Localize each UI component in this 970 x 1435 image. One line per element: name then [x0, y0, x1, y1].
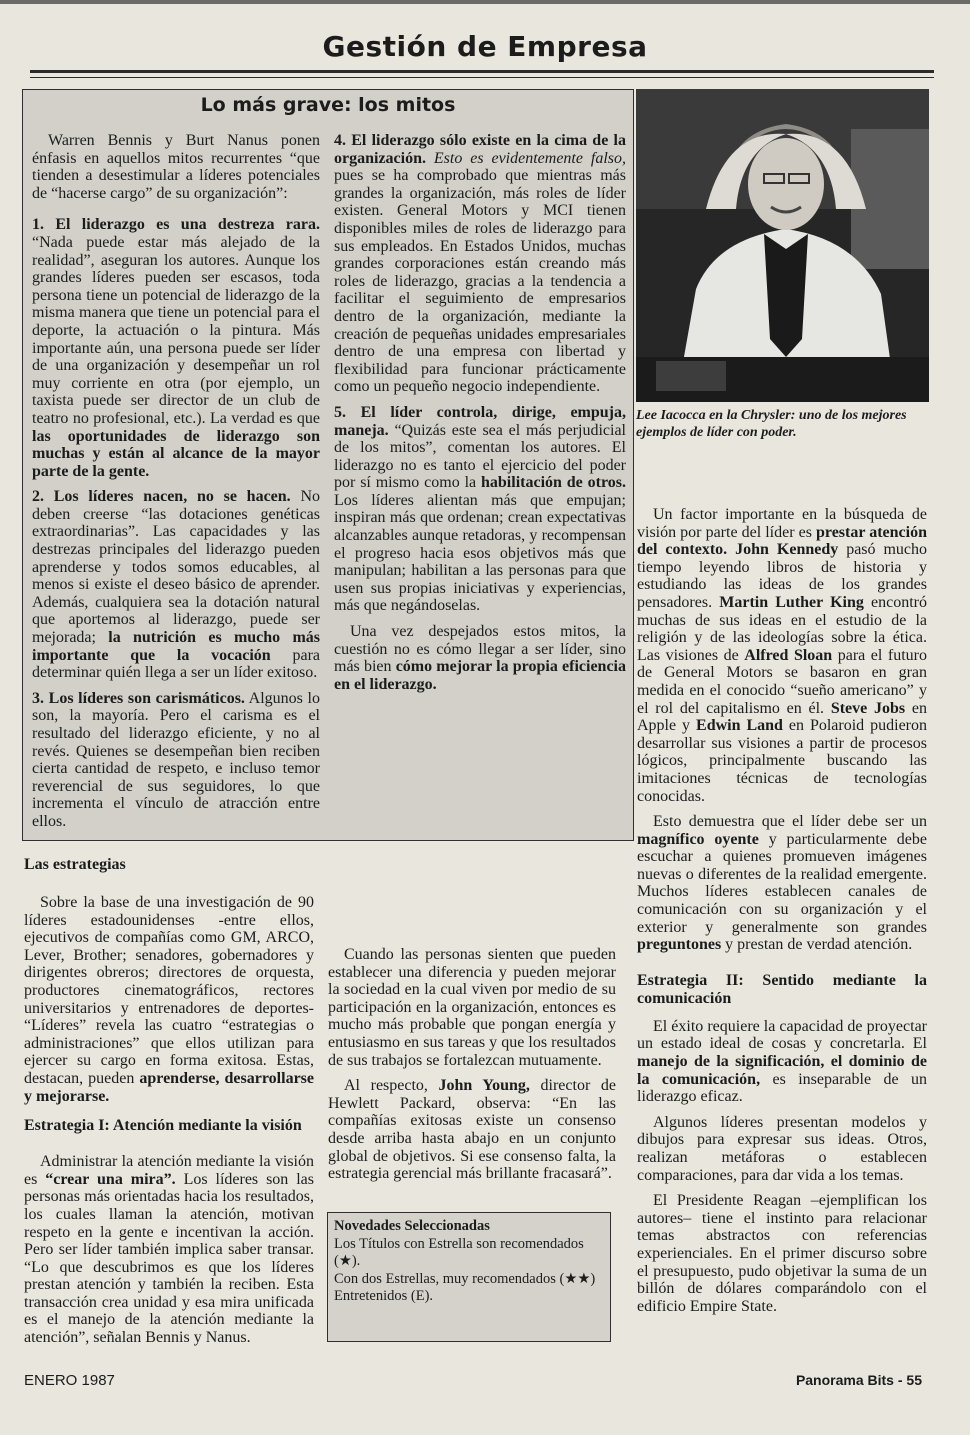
myths-column-left — [32, 132, 320, 839]
paragraph-reagan: El Presidente Reagan –ejemplifican los autores– tiene el instinto para relacionar temas abstractos con referencias experienciales. En el primer discurso sobre el presupuesto, pudo objetivar la suma de un billón de dólares comparándolo con el edificio Empire State. — [637, 1192, 927, 1315]
paragraph-strategies: Sobre la base de una investigación de 90 líderes estadounidenses -entre ellos, ejecutivos de compañías como GM, ARCO, Lever, Brother; senadores, gobernadores y dirigentes obreros; directores de orquesta, productores cinematográficos, rectores universitarios y entrenadores de deportes- “Líderes” revela las cuatro “estrategias o administraciones” que ellos utilizan para ejercer su cargo en forma exitosa. Estas, destacan, pueden aprenderse, desarrollarse y mejorarse. — [24, 894, 314, 1105]
heading-strategy-1: Estrategia I: Atención mediante la visión — [24, 1117, 302, 1135]
myth-4: 4. El liderazgo sólo existe en la cima de la organización. Esto es evidentemente falso, pues se ha comprobado que mientras más grandes la organización, más roles de líder existen. General Motors y MCI tienen disponibles miles de roles de liderazgo para sus empleados. En Estados Unidos, muchas grandes corporaciones están creando más roles de liderazgo, gracias a la tendencia a facilitar el seguimiento de empresarios dentro de la organización, mediante la creación de pequeñas unidades empresariales dentro de una empresa con libertad y flexibilidad para funcionar prácticamente como un pequeño negocio independiente. — [334, 132, 626, 396]
article-column-2 — [328, 856, 616, 1191]
article-column-3 — [637, 466, 927, 1323]
myth-4-heading: 4. El liderazgo sólo existe en la cima de la organización. — [334, 132, 626, 167]
paragraph-context: Un factor importante en la búsqueda de visión por parte del líder es prestar atención del contexto. John Kennedy pasó mucho tiempo leyendo libros de historia y estudiando las ideas de los grandes pensadores. Martin Luther King encontró muchas de sus ideas en el estudio de la religión y de las ideologías sobre la ética. Las visiones de Alfred Sloan para el futuro de General Motors se basaron en gran medida en el conocido “sueño americano” y el rol del capitalismo en él. Steve Jobs en Apple y Edwin Land en Polaroid pudieron desarrollar sus visiones a partir de procesos lógicos, principalmente buscando las imitaciones técnicas de tecnologías conocidas. — [637, 506, 928, 805]
top-edge-rule — [0, 0, 970, 4]
paragraph-attention: Administrar la atención mediante la visión es “crear una mira”. Los líderes son las personas más orientadas hacia los resultados, los cuales llaman la atención, motivan respeto en la gente e incentivan la acción. Pero ser líder también implica saber transar. “Lo que descubrimos es que los líderes prestan atención y también la reciben. Esta transacción crea unidad y esa mira unificada es el manejo de la atención mediante la atención”, señalan Bennis y Nanus. — [24, 1153, 315, 1347]
two-star-note: Con dos Estrellas, muy recomendados (★★) — [334, 1270, 596, 1287]
entertaining-note: Entretenidos (E). — [334, 1288, 434, 1304]
myth-5: 5. El líder controla, dirige, empuja, maneja. “Quizás este sea el más perjudicial de los mitos”, comentan los autores. El liderazgo no es tanto el ejercicio del poder por sí mismo como la habilitación de otros. Los líderes alientan más que empujan; inspiran más que ordenan; crean expectativas alcanzables aunque retadoras, y recompensan el progreso hacia esos objetivos más que manipulan; habilitan a las personas para que usen sus propias iniciativas y experiencias, más que negándoselas. — [334, 403, 627, 615]
myths-intro: Warren Bennis y Burt Nanus ponen énfasis en aquellos mitos recurrentes “que tienden a desestimular a líderes potenciales de “hacerse cargo” de su organización”: — [32, 132, 320, 202]
title-rule-thick — [30, 70, 934, 73]
footer-page-number: Panorama Bits - 55 — [795, 1372, 922, 1388]
paragraph-communication: El éxito requiere la capacidad de proyectar un estado ideal de cosas y concretarla. El manejo de la significación, el dominio de la comunicación, es inseparable de un liderazgo eficaz. — [637, 1017, 927, 1106]
paragraph-listener: Esto demuestra que el líder debe ser un magnífico oyente y particularmente debe escuchar a quienes promueven imágenes nuevas o diferentes de la realidad emergente. Muchos líderes establecen canales de comunicación con su organización y el exterior y generalmente son grandes preguntones y prestan de verdad atención. — [637, 813, 928, 954]
new-releases-title: Novedades Seleccionadas — [334, 1218, 490, 1234]
article-column-1 — [24, 856, 314, 1355]
iacocca-photo — [636, 89, 929, 402]
heading-strategy-2: Estrategia II: Sentido mediante la comunicación — [637, 971, 927, 1007]
myth-2: 2. Los líderes nacen, no se hacen. No deben creerse “las dotaciones genéticas extraordinarias”. Las capacidades y las destrezas principales del liderazgo pueden aprenderse y todos somos educables, al menos si existe el deseo básico de aprender. Además, cualquiera sea la dotación natural que aportemos al liderazgo, puede ser mejorada; la nutrición es mucho más importante que la vocación para determinar quién llega a ser un líder exitoso. — [32, 488, 321, 682]
myths-sidebar-title: Lo más grave: los mitos — [200, 94, 456, 116]
paragraph-models: Algunos líderes presentan modelos y dibujos para expresar sus ideas. Otros, realizan metáforas o establecen comparaciones, para dar vida a los temas. — [637, 1113, 927, 1184]
myth-1-heading: 1. El liderazgo es una destreza rara. — [32, 216, 320, 234]
heading-strategies: Las estrategias — [24, 856, 126, 873]
new-releases-box — [327, 1212, 611, 1342]
one-star-note: Los Títulos con Estrella son recomendados (★). — [334, 1235, 584, 1269]
paragraph-john-young: Al respecto, John Young, director de Hewlett Packard, observa: “En las compañías exitosas existe un consenso desde arriba hasta abajo en un conjunto global de objetivos. Si ese consenso falta, la estrategia gerencial más brillante fracasará”. — [328, 1077, 616, 1183]
myth-3-heading: 3. Los líderes son carismáticos. — [32, 689, 245, 707]
myth-5-heading: 5. El líder controla, dirige, empuja, maneja. — [334, 403, 626, 439]
myth-2-heading: 2. Los líderes nacen, no se hacen. — [32, 488, 291, 506]
myths-closing: Una vez despejados estos mitos, la cuestión no es cómo llegar a ser líder, sino más bien cómo mejorar la propia eficiencia en el liderazgo. — [334, 623, 626, 693]
photo-caption: Lee Iacocca en la Chrysler: uno de los mejores ejemplos de líder con poder. — [636, 408, 907, 440]
myth-3: 3. Los líderes son carismáticos. Algunos lo son, la mayoría. Pero el carisma es el resultado del liderazgo eficiente, y no al revés. Quienes se desempeñan bien reciben cierta cantidad de respeto, e incluso temor reverencial de sus seguidores, lo que incrementa el vínculo de atracción entre ellos. — [32, 689, 320, 830]
title-rule-thin — [30, 77, 934, 78]
paragraph-difference: Cuando las personas sienten que pueden establecer una diferencia y pueden mejorar la sociedad en la cual viven por medio de su participación en la organización, entonces es mucho más probable que pongan energía y entusiasmo en sus tareas y que los resultados de sus trabajos se fortalezcan mutuamente. — [328, 946, 616, 1069]
myth-1: 1. El liderazgo es una destreza rara. “Nada puede estar más alejado de la realidad”, aseguran los autores. Aunque los grandes líderes pueden ser escasos, toda persona tiene un potencial de liderazgo de la misma manera que tiene un potencial para el deporte, la actuación o la pintura. Más importante aún, una persona puede ser líder de una organización y desempeñar un rol muy corriente en otra (por ejemplo, un taxista puede ser director de un club de teatro no profesional, etc.). La verdad es que las oportunidades de liderazgo son muchas y están al alcance de la mayor parte de la gente. — [32, 216, 320, 480]
footer-date: ENERO 1987 — [24, 1372, 115, 1389]
myths-column-right — [334, 132, 626, 701]
section-title: Gestión de Empresa — [322, 30, 648, 63]
